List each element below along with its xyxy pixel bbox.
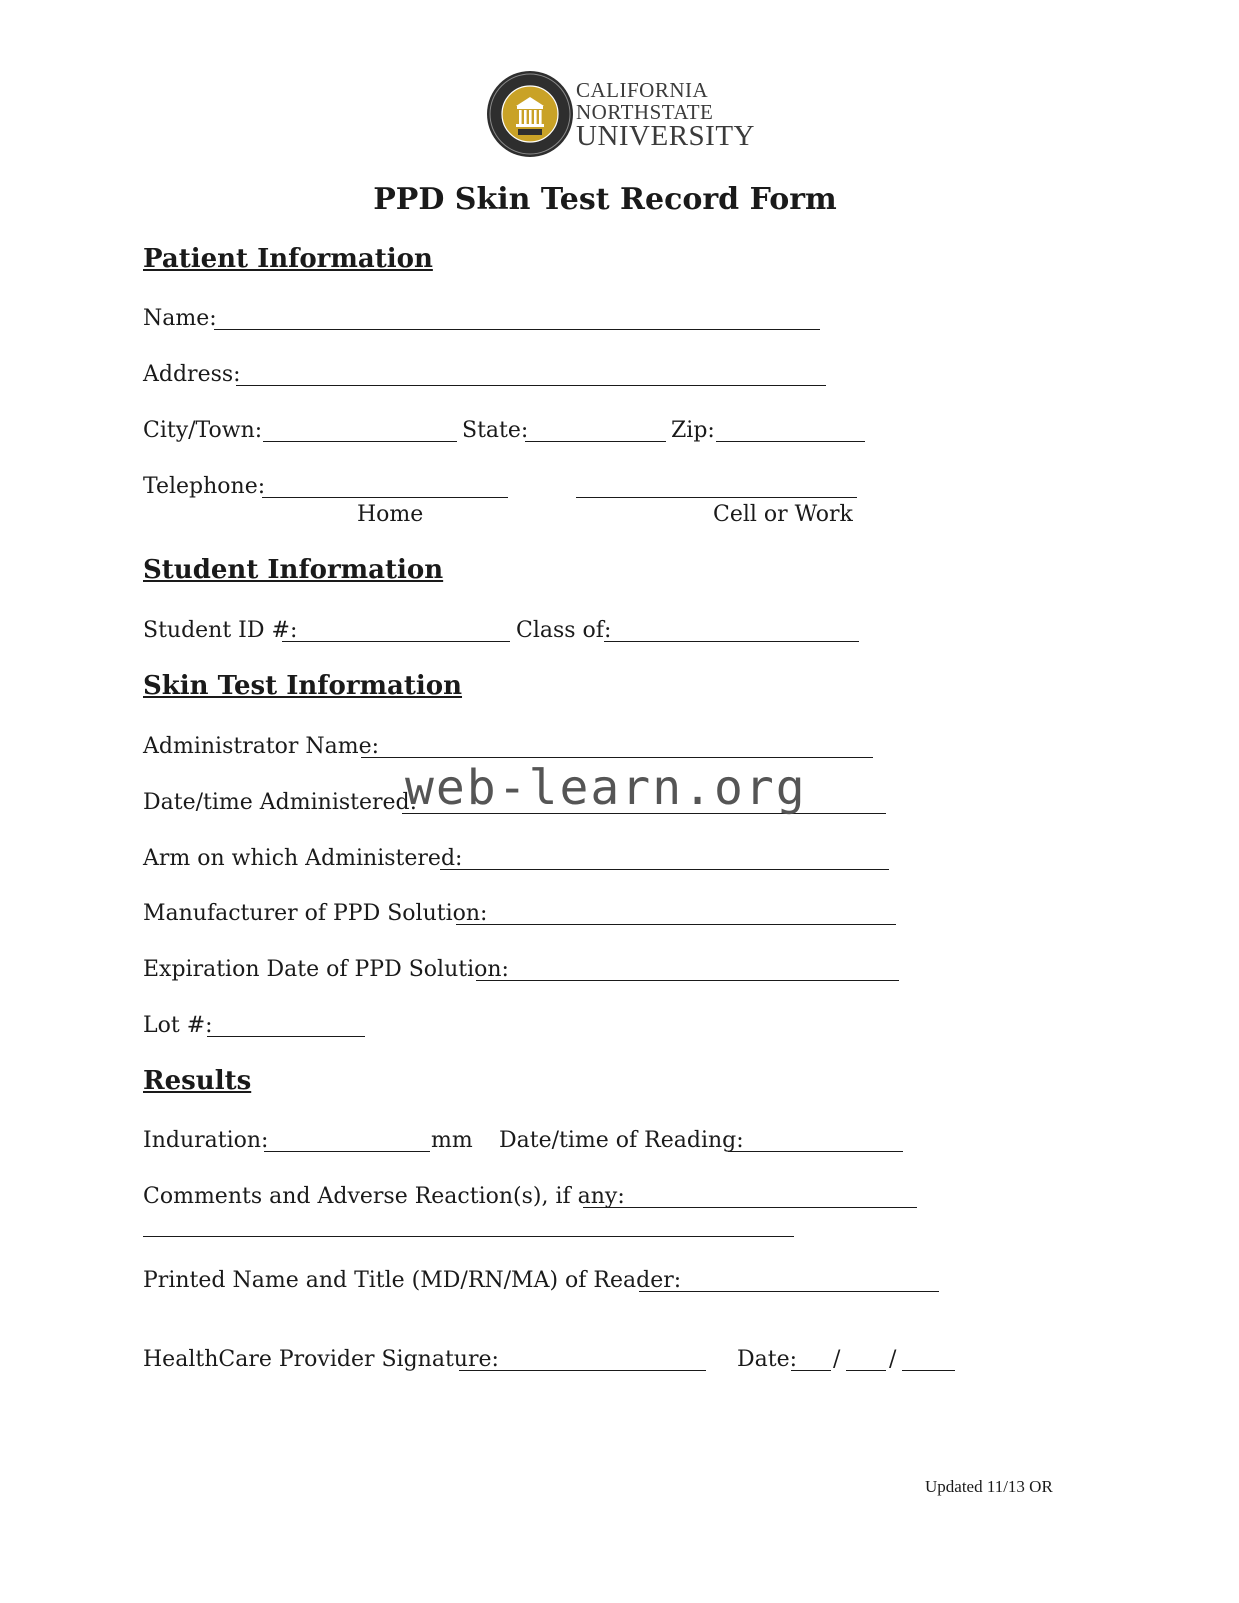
manufacturer-label: Manufacturer of PPD Solution: (143, 901, 488, 926)
date-reading-field[interactable] (728, 1151, 903, 1152)
lot-field[interactable] (207, 1036, 365, 1037)
telephone-label: Telephone: (143, 474, 266, 499)
city-label: City/Town: (143, 418, 263, 443)
date-slash-1: / (833, 1347, 841, 1372)
comments-label: Comments and Adverse Reaction(s), if any: (143, 1184, 625, 1209)
induration-field[interactable] (264, 1151, 430, 1152)
state-field[interactable] (525, 441, 666, 442)
expiration-label: Expiration Date of PPD Solution: (143, 957, 509, 982)
home-caption: Home (357, 502, 424, 527)
printed-name-field[interactable] (639, 1291, 939, 1292)
class-of-label: Class of: (516, 618, 612, 643)
date-month-field[interactable] (791, 1370, 831, 1371)
logo-line-2: NORTHSTATE (576, 100, 714, 124)
date-label: Date: (737, 1347, 798, 1372)
student-id-field[interactable] (282, 641, 510, 642)
university-seal-icon (486, 70, 574, 158)
section-skin-test-heading: Skin Test Information (143, 671, 463, 701)
telephone-cell-field[interactable] (576, 497, 857, 498)
cell-caption: Cell or Work (713, 502, 853, 527)
address-label: Address: (143, 362, 241, 387)
manufacturer-field[interactable] (456, 924, 896, 925)
signature-field[interactable] (459, 1370, 706, 1371)
comments-field-line-2[interactable] (143, 1236, 794, 1237)
class-of-field[interactable] (604, 641, 859, 642)
page-title: PPD Skin Test Record Form (373, 182, 837, 217)
state-label: State: (462, 418, 529, 443)
student-id-label: Student ID #: (143, 618, 298, 643)
arm-field[interactable] (440, 869, 889, 870)
administrator-name-label: Administrator Name: (143, 734, 380, 759)
name-field[interactable] (214, 329, 820, 330)
logo-line-1: CALIFORNIA (576, 78, 709, 102)
section-patient-heading: Patient Information (143, 244, 433, 274)
date-slash-2: / (889, 1347, 897, 1372)
address-field[interactable] (236, 385, 826, 386)
section-results-heading: Results (143, 1066, 252, 1096)
administrator-name-field[interactable] (361, 757, 873, 758)
date-year-field[interactable] (902, 1370, 955, 1371)
logo-line-3: UNIVERSITY (576, 120, 755, 152)
zip-label: Zip: (671, 418, 715, 443)
updated-footer: Updated 11/13 OR (925, 1477, 1053, 1496)
comments-field-line-1[interactable] (583, 1207, 917, 1208)
printed-name-label: Printed Name and Title (MD/RN/MA) of Reader: (143, 1268, 682, 1293)
expiration-field[interactable] (476, 980, 899, 981)
lot-label: Lot #: (143, 1013, 213, 1038)
name-label: Name: (143, 306, 217, 331)
mm-unit: mm (431, 1128, 473, 1153)
date-day-field[interactable] (846, 1370, 886, 1371)
signature-label: HealthCare Provider Signature: (143, 1347, 499, 1372)
date-reading-label: Date/time of Reading: (499, 1128, 744, 1153)
induration-label: Induration: (143, 1128, 269, 1153)
arm-label: Arm on which Administered: (143, 846, 463, 871)
date-administered-label: Date/time Administered: (143, 790, 418, 815)
watermark-text: web-learn.org (405, 760, 807, 816)
telephone-home-field[interactable] (262, 497, 508, 498)
city-field[interactable] (263, 441, 457, 442)
section-student-heading: Student Information (143, 555, 444, 585)
university-logo (486, 70, 755, 160)
zip-field[interactable] (716, 441, 865, 442)
